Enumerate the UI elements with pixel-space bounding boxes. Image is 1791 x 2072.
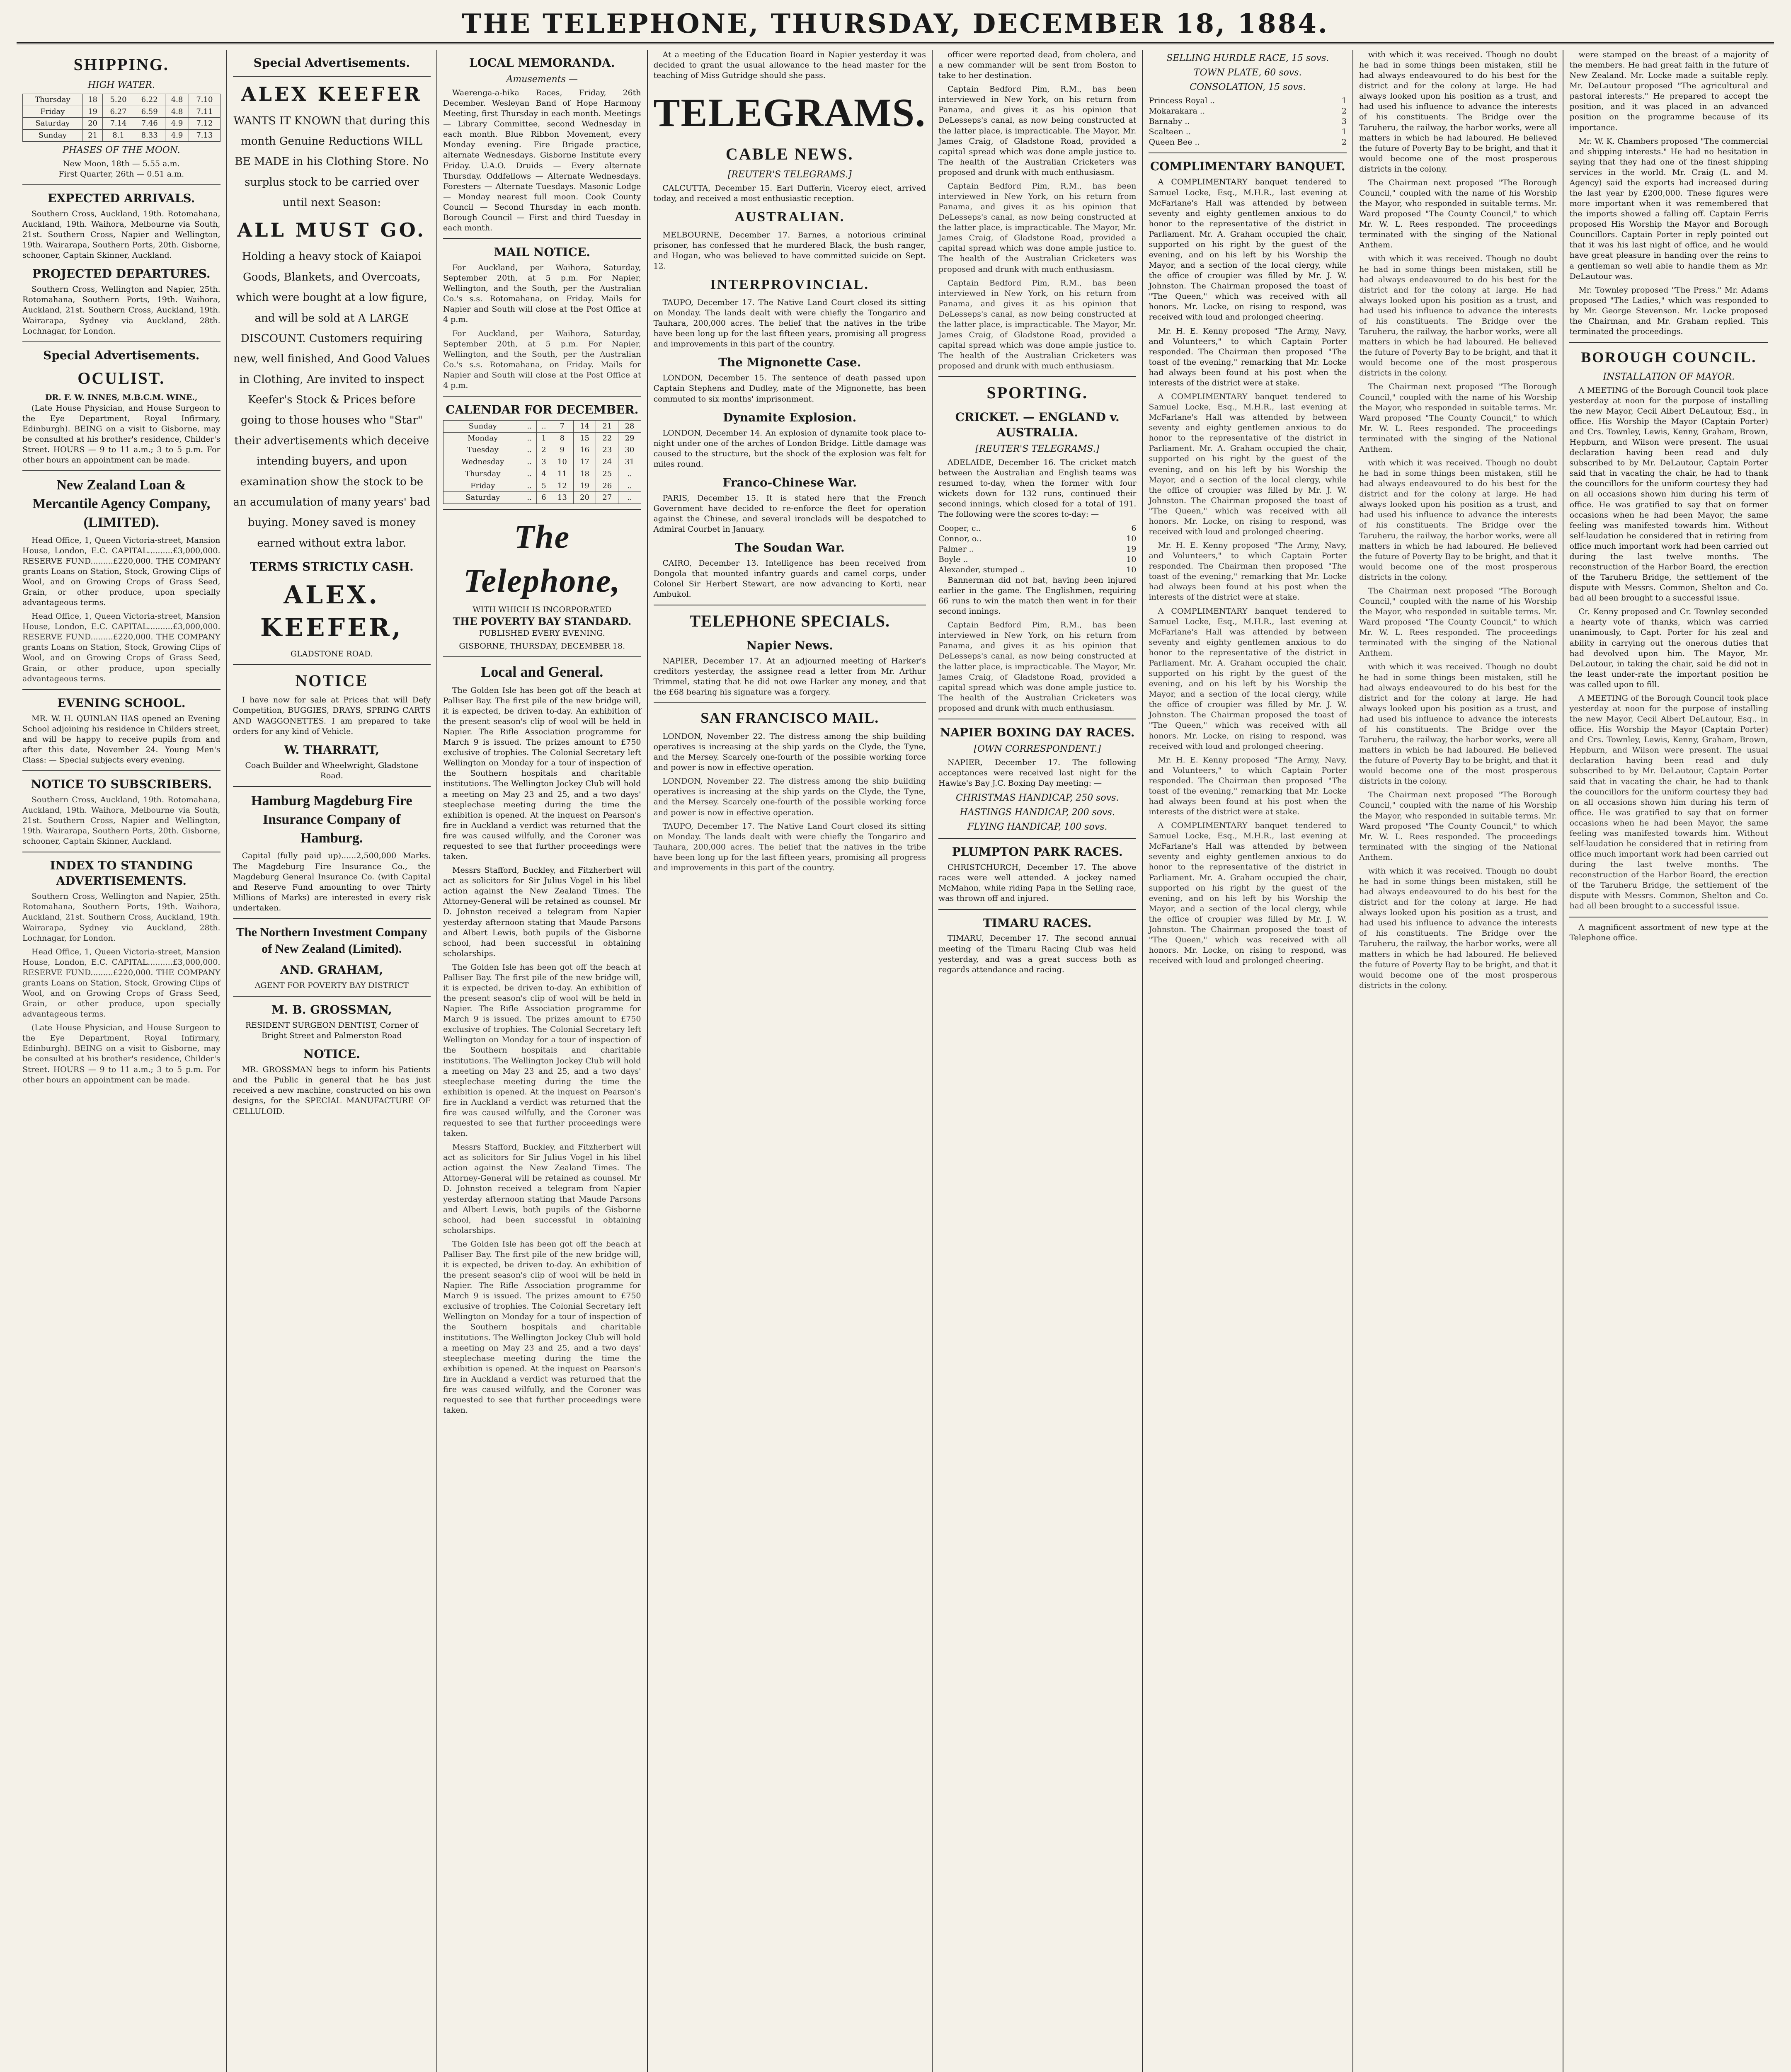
col7-body-3: with which it was received. Though no doubt he had in some things been mistaken, still he had always endeavoured to do his best for the district and for the colony at large. He had always looked upon his position as a trust, and had used his influence to advance the interests of his constituents. The Bridge over the Taruheru, the railway, the harbor works, were all matters in which he had laboured. He believed the future of Poverty Bay to be bright, and that it would become one of the most prosperous districts in the colony. xyxy=(1359,254,1557,378)
calendar-cell: 30 xyxy=(618,444,641,456)
list-item xyxy=(1149,116,1347,127)
borough-text-3: A MEETING of the Borough Council took place yesterday at noon for the purpose of installing the new Mayor, Cecil Albert DeLautour, Esq., in office. His Worship the Mayor (Captain Porter) and Crs. Townley, Lewis, Kenny, Graham, Brown, Hepburn, and Wilson were present. The usual declaration having been read and duly subscribed to by Mr. DeLautour, Captain Porter said that in vacating the chair, he had to thank the councillors for the uniform courtesy they had on all occasions shown him during his term of office. He was gratified to say that on former occasions when he had been Mayor, the same feeling was manifested towards him. Without self-laudation he considered that in retiring from office much important work had been carried out during the last twelve months. The reconstruction of the Harbor Board, the erection of the Taruheru Bridge, the settlement of the dispute with Messrs. Common, Shelton and Co. had all been brought to a successful issue. xyxy=(1569,693,1768,911)
timaru-text: TIMARU, December 17. The second annual meeting of the Timaru Racing Club was held yesterday, and was a great success both as regards attendance and racing. xyxy=(938,934,1137,974)
napier-news-heading: Napier News. xyxy=(746,639,833,653)
col8-body: Mr. W. K. Chambers proposed "The commercial and shipping interests." He had no hesitation in saying that they had one of the finest shipping services in the world. Mr. Craig (L. and M. Agency) said the exports had increased during the last year by £200,000. These figures were more important when it was remembered that the imports showed a falling off. Captain Ferris proposed His Worship the Mayor and Borough Councillors. Captain Porter in reply pointed out that it was his last night of office, and he would have great pleasure in handing over the reins to a gentleman so well able to handle them as Mr. DeLautour was. xyxy=(1569,136,1768,281)
sanfran-text-3: TAUPO, December 17. The Native Land Court closed its sitting on Monday. The lands dealt with were chiefly the Tongariro and Tauhara, 200,000 acres. The belief that the natives in the tribe have been long up for the last fifteen years, promising all progress and improvements in this part of the country. xyxy=(653,821,926,872)
race-results xyxy=(1149,96,1347,148)
tide-cell: 21 xyxy=(82,130,103,142)
list-item-name: Alexander, stumped .. xyxy=(938,565,1025,574)
tide-cell: 19 xyxy=(82,106,103,118)
list-item xyxy=(938,534,1137,544)
index-heading: INDEX TO STANDING ADVERTISEMENTS. xyxy=(50,859,193,888)
tide-cell: 4.9 xyxy=(165,130,189,142)
tide-cell: 7.46 xyxy=(134,118,165,130)
calendar-cell: 8 xyxy=(551,432,573,444)
col7-body-8: The Chairman next proposed "The Borough Council," coupled with the name of his Worship the Mayor, who responded in suitable terms. Mr. Ward proposed "The County Council," to which Mr. W. L. Rees responded. The proceedings terminated with the singing of the National Anthem. xyxy=(1359,790,1557,862)
tide-cell: Friday xyxy=(23,106,83,118)
cricket-heading: CRICKET. — ENGLAND v. AUSTRALIA. xyxy=(955,410,1120,440)
local-general-text: The Golden Isle has been got off the beach at Palliser Bay. The first pile of the new bridge will, it is expected, be driven to-day. An exhibition of the present season's clip of wool will be held in Napier. The Rifle Association programme for March 9 is issued. The prizes amount to £750 exclusive of trophies. The Colonial Secretary left Wellington on Monday for a tour of inspection of the Southern hospitals and charitable institutions. The Wellington Jockey Club will hold a meeting on May 23 and 25, and a two days' steeplechase meeting during the time the exhibition is opened. At the inquest on Pearson's fire in Auckland a verdict was returned that the fire was caused wilfully, and the Coroner was requested to see that further proceedings were taken. xyxy=(443,685,641,862)
calendar-cell: Thursday xyxy=(444,468,522,480)
calendar-cell: 16 xyxy=(573,444,596,456)
calendar-cell: 22 xyxy=(596,432,618,444)
type-footer: A magnificent assortment of new type at the Telephone office. xyxy=(1569,922,1768,942)
calendar-cell: Saturday xyxy=(444,492,522,504)
date-line: GISBORNE, THURSDAY, DECEMBER 18. xyxy=(459,641,625,651)
tide-cell: 8.1 xyxy=(103,130,134,142)
col7-body-5: with which it was received. Though no doubt he had in some things been mistaken, still he had always endeavoured to do his best for the district and for the colony at large. He had always looked upon his position as a trust, and had used his influence to advance the interests of his constituents. The Bridge over the Taruheru, the railway, the harbor works, were all matters in which he had laboured. He believed the future of Poverty Bay to be bright, and that it would become one of the most prosperous districts in the colony. xyxy=(1359,458,1557,582)
loan-heading: New Zealand Loan & Mercantile Agency Company, (LIMITED). xyxy=(32,477,211,530)
calendar-cell: 9 xyxy=(551,444,573,456)
notice-heading-2: NOTICE. xyxy=(303,1047,360,1061)
timaru-heading: TIMARU RACES. xyxy=(983,916,1092,930)
list-item-name: Mokarakara .. xyxy=(1149,107,1205,116)
col7-body: with which it was received. Though no doubt he had in some things been mistaken, still he had always endeavoured to do his best for the district and for the colony at large. He had always looked upon his position as a trust, and had used his influence to advance the interests of his constituents. The Bridge over the Taruheru, the railway, the harbor works, were all matters in which he had laboured. He believed the future of Poverty Bay to be bright, and that it would become one of the most prosperous districts in the colony. xyxy=(1359,50,1557,174)
subscribers-text: Southern Cross, Auckland, 19th. Rotomahana, Auckland, 19th. Waihora, Melbourne via South, 21st. Southern Cross, Napier and Wellington, 19th. Wairarapa, Southern Ports, 20th. Gisborne, schooner, Captain Skinner, Auckland. xyxy=(22,795,221,846)
boxing-text: NAPIER, December 17. The following acceptances were received last night for the Hawke's Bay J.C. Boxing Day meeting: — xyxy=(938,758,1137,788)
terms-heading: TERMS STRICTLY CASH. xyxy=(250,560,414,574)
with-which: WITH WHICH IS INCORPORATED xyxy=(473,605,612,615)
evening-school-heading: EVENING SCHOOL. xyxy=(57,696,186,710)
calendar-cell: .. xyxy=(522,432,537,444)
hamburg-heading: Hamburg Magdeburg Fire Insurance Company of Hamburg. xyxy=(251,793,412,846)
tide-cell: 6.22 xyxy=(134,94,165,106)
tharratt-heading: W. THARRATT, xyxy=(284,743,380,757)
sanfran-text: LONDON, November 22. The distress among the ship building operatives is increasing at the ship yards on the Clyde, the Tyne, and the Mersey. Scarcely one-fourth of the possible working force and power is now in effective operation. xyxy=(653,731,926,772)
calendar-cell: 11 xyxy=(551,468,573,480)
calendar-cell: 15 xyxy=(573,432,596,444)
column-8 xyxy=(1563,50,1774,2072)
col5-body-3: Captain Bedford Pim, R.M., has been interviewed in New York, on his return from Panama, and gives it as his opinion that DeLesseps's canal, as now being constructed at the latter place, is impracticable. The Mayor, Mr. James Craig, of Gladstone Road, provided a capital spread which was done ample justice to. The health of the Australian Cricketers was proposed and drunk with much enthusiasm. xyxy=(938,278,1137,371)
calendar-cell: 13 xyxy=(551,492,573,504)
calendar-cell: 20 xyxy=(573,492,596,504)
local-general-text-4: Messrs Stafford, Buckley, and Fitzherbert will act as solicitors for Sir Julius Vogel in his libel action against the New Zealand Times. The Attorney-General will be retained as counsel. Mr D. Johnston received a telegram from Napier yesterday afternoon stating that Maude Parsons and Albert Lewis, both pupils of the Gisborne school, had been successful in obtaining scholarships. xyxy=(443,1143,641,1235)
calendar-cell: Friday xyxy=(444,480,522,492)
published-line: PUBLISHED EVERY EVENING. xyxy=(479,629,605,638)
calendar-cell: 4 xyxy=(537,468,551,480)
moon-line-1: New Moon, 18th — 5.55 a.m. xyxy=(63,159,180,168)
calendar-cell: 18 xyxy=(573,468,596,480)
calendar-cell: 2 xyxy=(537,444,551,456)
list-item-value: 19 xyxy=(1126,544,1137,554)
calendar-cell: .. xyxy=(522,420,537,432)
calendar-cell: Sunday xyxy=(444,420,522,432)
col7-body-7: with which it was received. Though no doubt he had in some things been mistaken, still he had always endeavoured to do his best for the district and for the colony at large. He had always looked upon his position as a trust, and had used his influence to advance the interests of his constituents. The Bridge over the Taruheru, the railway, the harbor works, were all matters in which he had laboured. He believed the future of Poverty Bay to be bright, and that it would become one of the most prosperous districts in the colony. xyxy=(1359,662,1557,786)
calendar-cell: .. xyxy=(618,492,641,504)
list-item-name: Princess Royal .. xyxy=(1149,96,1215,106)
interprovincial-text: TAUPO, December 17. The Native Land Court closed its sitting on Monday. The lands dealt with were chiefly the Tongariro and Tauhara, 200,000 acres. The belief that the natives in the tribe have been long up for the last fifteen years, promising all progress and improvements in this part of the country. xyxy=(653,298,926,349)
own-correspondent: [OWN CORRESPONDENT.] xyxy=(974,743,1101,754)
banquet-text-7: A COMPLIMENTARY banquet tendered to Samuel Locke, Esq., M.H.R., last evening at McFarlane's Hall was attended by between seventy and eighty gentlemen anxious to do honor to the representative of the district in Parliament. Mr. A. Graham occupied the chair, supported on his right by the guest of the evening, and on his left by his Worship the Mayor, and a section of the local clergy, while the office of croupier was filled by Mr. J. W. Johnston. The Chairman proposed the toast of "The Queen," which was received with all honors. Mr. Locke, on rising to respond, was received with loud and prolonged cheering. xyxy=(1149,821,1347,966)
calendar-row xyxy=(444,456,641,468)
calendar-cell: 1 xyxy=(537,432,551,444)
col5-body-2: Captain Bedford Pim, R.M., has been interviewed in New York, on his return from Panama, and gives it as his opinion that DeLesseps's canal, as now being constructed at the latter place, is impracticable. The Mayor, Mr. James Craig, of Gladstone Road, provided a capital spread which was done ample justice to. The health of the Australian Cricketers was proposed and drunk with much enthusiasm. xyxy=(938,181,1137,274)
specials-heading: TELEPHONE SPECIALS. xyxy=(689,612,890,631)
arrivals-text: Southern Cross, Auckland, 19th. Rotomahana, Auckland, 19th. Waihora, Melbourne via South, 21st. Southern Cross, Napier and Wellington, 19th. Wairarapa, Southern Ports, 20th. Gisborne, schooner, Captain Skinner, Auckland. xyxy=(22,209,221,260)
calendar-cell: .. xyxy=(618,468,641,480)
local-general-text-3: The Golden Isle has been got off the beach at Palliser Bay. The first pile of the new bridge will, it is expected, be driven to-day. An exhibition of the present season's clip of wool will be held in Napier. The Rifle Association programme for March 9 is issued. The prizes amount to £750 exclusive of trophies. The Colonial Secretary left Wellington on Monday for a tour of inspection of the Southern hospitals and charitable institutions. The Wellington Jockey Club will hold a meeting on May 23 and 25, and a two days' steeplechase meeting during the time the exhibition is opened. At the inquest on Pearson's fire in Auckland a verdict was returned that the fire was caused wilfully, and the Coroner was requested to see that further proceedings were taken. xyxy=(443,962,641,1138)
calendar-cell: 31 xyxy=(618,456,641,468)
calendar-cell: 3 xyxy=(537,456,551,468)
col7-body-6: The Chairman next proposed "The Borough Council," coupled with the name of his Worship the Mayor, who responded in suitable terms. Mr. Ward proposed "The County Council," to which Mr. W. L. Rees responded. The proceedings terminated with the singing of the National Anthem. xyxy=(1359,586,1557,658)
tide-cell: 5.20 xyxy=(103,94,134,106)
sanfran-text-2: LONDON, November 22. The distress among the ship building operatives is increasing at the ship yards on the Clyde, the Tyne, and the Mersey. Scarcely one-fourth of the possible working force and power is now in effective operation. xyxy=(653,777,926,817)
plumpton-text: CHRISTCHURCH, December 17. The above races were well attended. A jockey named McMahon, while riding Papa in the Selling race, was thrown off and injured. xyxy=(938,863,1137,903)
calendar-cell: 5 xyxy=(537,480,551,492)
calendar-heading: CALENDAR FOR DECEMBER. xyxy=(446,402,639,416)
tides-table xyxy=(22,94,221,142)
reuter-line: [REUTER'S TELEGRAMS.] xyxy=(727,169,852,180)
col7-body-9: with which it was received. Though no doubt he had in some things been mistaken, still he had always endeavoured to do his best for the district and for the colony at large. He had always looked upon his position as a trust, and had used his influence to advance the interests of his constituents. The Bridge over the Taruheru, the railway, the harbor works, were all matters in which he had laboured. He believed the future of Poverty Bay to be bright, and that it would become one of the most prosperous districts in the colony. xyxy=(1359,866,1557,990)
calendar-row xyxy=(444,492,641,504)
gladstone-road: GLADSTONE ROAD. xyxy=(290,649,373,658)
tide-cell: 4.8 xyxy=(165,94,189,106)
calendar-cell: Monday xyxy=(444,432,522,444)
list-item xyxy=(938,554,1137,565)
list-item xyxy=(1149,127,1347,137)
calendar-cell: 24 xyxy=(596,456,618,468)
calendar-cell: 19 xyxy=(573,480,596,492)
banquet-text-6: Mr. H. E. Kenny proposed "The Army, Navy, and Volunteers," to which Captain Porter responded. The Chairman then proposed "The toast of the evening," remarking that Mr. Locke had always been found at his post when the interests of the district were at stake. xyxy=(1149,755,1347,817)
local-general-heading: Local and General. xyxy=(481,663,603,680)
cricket-text-2: Bannerman did not bat, having been injured earlier in the game. The Englishmen, requiring 66 runs to win the match then went in for their second innings. xyxy=(938,575,1137,616)
calendar-cell: .. xyxy=(537,420,551,432)
calendar-cell: 29 xyxy=(618,432,641,444)
calendar-cell: 28 xyxy=(618,420,641,432)
tide-cell: Saturday xyxy=(23,118,83,130)
special-ads-heading-2: Special Advertisements. xyxy=(253,56,410,70)
calendar-table xyxy=(443,420,641,504)
cable-news-heading: CABLE NEWS. xyxy=(725,144,854,163)
list-item-value: 2 xyxy=(1341,107,1347,116)
notice-text: I have now for sale at Prices that will Defy Competition, BUGGIES, DRAYS, SPRING CARTS AND WAGGONETTES. I am prepared to take orders for any kind of Vehicle. xyxy=(233,695,431,736)
loan-text-repeat: Head Office, 1, Queen Victoria-street, Mansion House, London, E.C. CAPITAL..........£3,000,000. RESERVE FUND.........£220,000. THE COMPANY grants Loans on Station, Stock, Growing Clips of Wool, and on Growing Crops of Grass Seed, Grain, or other produce, upon specially advantageous terms. xyxy=(22,612,221,683)
tide-cell: 4.8 xyxy=(165,106,189,118)
napier-boxing-heading: NAPIER BOXING DAY RACES. xyxy=(940,725,1135,739)
list-item xyxy=(1149,106,1347,116)
tide-row xyxy=(23,118,221,130)
calendar-cell: Tuesday xyxy=(444,444,522,456)
index-text-3: (Late House Physician, and House Surgeon to the Eye Department, Royal Infirmary, Edinburgh). BEING on a visit to Gisborne, may be consulted at his brother's residence, Childer's Street. HOURS — 9 to 11 a.m.; 3 to 5 p.m. For other hours an appointment can be made. xyxy=(22,1023,221,1084)
local-general-text-2: Messrs Stafford, Buckley, and Fitzherbert will act as solicitors for Sir Julius Vogel in his libel action against the New Zealand Times. The Attorney-General will be retained as counsel. Mr D. Johnston received a telegram from Napier yesterday afternoon stating that Maude Parsons and Albert Lewis, both pupils of the Gisborne school, had been successful in obtaining scholarships. xyxy=(443,866,641,958)
col5-body: Captain Bedford Pim, R.M., has been interviewed in New York, on his return from Panama, and gives it as his opinion that DeLesseps's canal, as now being constructed at the latter place, is impracticable. The Mayor, Mr. James Craig, of Gladstone Road, provided a capital spread which was done ample justice to. The health of the Australian Cricketers was proposed and drunk with much enthusiasm. xyxy=(938,85,1137,177)
mignonette-text: LONDON, December 15. The sentence of death passed upon Captain Stephens and Dudley, mate of the Mignonette, has been commuted to six months' imprisonment. xyxy=(653,373,926,404)
loan-text: Head Office, 1, Queen Victoria-street, Mansion House, London, E.C. CAPITAL..........£3,000,000. RESERVE FUND.........£220,000. THE COMPANY grants Loans on Station, Stock, Growing Clips of Wool, and on Growing Crops of Grass Seed, Grain, or other produce, upon specially advantageous terms. xyxy=(22,535,221,608)
tide-cell: 7.12 xyxy=(189,118,220,130)
mail-notice-text-2: For Auckland, per Waihora, Saturday, September 20th, at 5 p.m. For Napier, Wellington, and the South, per the Australian Co.'s s.s. Rotomahana, on Friday. Mails for Napier and South will close at the Post Office at 4 p.m. xyxy=(443,329,641,390)
northern-heading: The Northern Investment Company of New Zealand (Limited). xyxy=(236,925,427,956)
grossman-sub: RESIDENT SURGEON DENTIST, Corner of Bright Street and Palmerston Road xyxy=(245,1021,418,1041)
calendar-cell: 21 xyxy=(596,420,618,432)
columns xyxy=(17,50,1774,2072)
soudan-text: CAIRO, December 13. Intelligence has been received from Dongola that mounted infantry guards and camel corps, under Colonel Sir Herbert Stewart, are now advancing to Korti, near Ambukol. xyxy=(653,559,926,599)
tide-cell: 7.14 xyxy=(103,118,134,130)
cricket-text: ADELAIDE, December 16. The cricket match between the Australian and English teams was resumed to-day, when the former with four wickets down for 132 runs, continued their second innings, which closed for a total of 191. The following were the scores to-day: — xyxy=(938,458,1137,519)
local-memoranda-heading: LOCAL MEMORANDA. xyxy=(469,56,615,70)
tide-row xyxy=(23,130,221,142)
cricket-text-3: Captain Bedford Pim, R.M., has been interviewed in New York, on his return from Panama, and gives it as his opinion that DeLesseps's canal, as now being constructed at the latter place, is impracticable. The Mayor, Mr. James Craig, of Gladstone Road, provided a capital spread which was done ample justice to. The health of the Australian Cricketers was proposed and drunk with much enthusiasm. xyxy=(938,620,1137,713)
calendar-row xyxy=(444,420,641,432)
arrivals-heading: EXPECTED ARRIVALS. xyxy=(48,191,195,206)
list-item-name: Palmer .. xyxy=(938,544,974,554)
calendar-cell: 17 xyxy=(573,456,596,468)
amusements-heading: Amusements — xyxy=(506,74,578,85)
list-item-name: Barnaby .. xyxy=(1149,117,1190,126)
oculist-name: DR. F. W. INNES, M.B.C.M. WINE., xyxy=(45,393,198,402)
tide-row xyxy=(23,106,221,118)
list-item-name: Queen Bee .. xyxy=(1149,138,1200,147)
list-item-name: Boyle .. xyxy=(938,554,968,564)
napier-news-text: NAPIER, December 17. At an adjourned meeting of Harker's creditors yesterday, the assignee read a letter from Mr. Arthur Trimmel, stating that he did not owe Harker any money, and that the £68 bearing his signature was a forgery. xyxy=(653,656,926,697)
tide-cell: 4.9 xyxy=(165,118,189,130)
col7-body-4: The Chairman next proposed "The Borough Council," coupled with the name of his Worship the Mayor, who responded in suitable terms. Mr. Ward proposed "The County Council," to which Mr. W. L. Rees responded. The proceedings terminated with the singing of the National Anthem. xyxy=(1359,382,1557,454)
moon-heading: PHASES OF THE MOON. xyxy=(62,145,180,155)
list-item xyxy=(938,544,1137,554)
mignonette-heading: The Mignonette Case. xyxy=(718,356,861,370)
graham-heading: AND. GRAHAM, xyxy=(280,963,383,977)
graham-sub: AGENT FOR POVERTY BAY DISTRICT xyxy=(254,981,409,990)
sanfran-heading: SAN FRANCISCO MAIL. xyxy=(700,709,879,726)
tide-cell: 6.27 xyxy=(103,106,134,118)
calendar-cell: .. xyxy=(522,480,537,492)
interprovincial-heading: INTERPROVINCIAL. xyxy=(710,277,869,293)
grossman-text: MR. GROSSMAN begs to inform his Patients and the Public in general that he has just received a new machine, constructed on his own designs, for the SPECIAL MANUFACTURE OF CELLULOID. xyxy=(233,1065,431,1116)
memoranda-text: Waerenga-a-hika Races, Friday, 26th December. Wesleyan Band of Hope Harmony Meeting, first Thursday in each month. Meetings — Library Committee, second Wednesday in each month. Blue Ribbon Movement, every Monday evening. Fire Brigade practice, alternate Wednesdays. Gisborne Institute every Friday. U.A.O. Druids — Every alternate Thursday. Oddfellows — Alternate Wednesdays. Foresters — Alternate Tuesdays. Masonic Lodge — Monday nearest full moon. Cook County Council — Second Thursday in each month. Borough Council — First and third Tuesday in each month. xyxy=(443,88,641,232)
calendar-cell: 12 xyxy=(551,480,573,492)
list-item xyxy=(1149,96,1347,106)
list-item-value: 10 xyxy=(1126,565,1137,574)
calendar-cell: .. xyxy=(522,456,537,468)
oculist-heading: OCULIST. xyxy=(78,368,165,387)
australian-text: MELBOURNE, December 17. Barnes, a notorious criminal prisoner, has confessed that he murdered Black, the bush ranger, and Hogan, who was believed to have committed suicide on Sept. 12. xyxy=(653,230,926,271)
list-item-value: 1 xyxy=(1341,96,1347,106)
all-must-go-text: Holding a heavy stock of Kaiapoi Goods, Blankets, and Overcoats, which were bought at a low figure, and will be sold at A LARGE DISCOUNT. Customers requiring new, well finished, And Good Values in Clothing, Are invited to inspect Keefer's Stock & Prices before going to those houses who "Star" their advertisements which deceive intending buyers, and upon examination show the stock to be an accumulation of many years' bad buying. Money saved is money earned without extra labor. xyxy=(233,250,430,549)
calendar-cell: .. xyxy=(522,468,537,480)
col7-body-2: The Chairman next proposed "The Borough Council," coupled with the name of his Worship the Mayor, who responded in suitable terms. Mr. Ward proposed "The County Council," to which Mr. W. L. Rees responded. The proceedings terminated with the singing of the National Anthem. xyxy=(1359,178,1557,250)
australian-heading: AUSTRALIAN. xyxy=(734,209,845,225)
list-item-value: 10 xyxy=(1126,554,1137,564)
calendar-cell: Wednesday xyxy=(444,456,522,468)
tide-cell: 7.10 xyxy=(189,94,220,106)
banquet-text-4: Mr. H. E. Kenny proposed "The Army, Navy, and Volunteers," to which Captain Porter responded. The Chairman then proposed "The toast of the evening," remarking that Mr. Locke had always been found at his post when the interests of the district were at stake. xyxy=(1149,541,1347,602)
column-1 xyxy=(17,50,227,2072)
cricket-scores xyxy=(938,523,1137,575)
calendar-cell: 10 xyxy=(551,456,573,468)
alex-keefer-signature: ALEX. KEEFER, xyxy=(260,581,403,643)
special-ads-heading: Special Advertisements. xyxy=(43,348,200,362)
tide-cell: Sunday xyxy=(23,130,83,142)
calendar-row xyxy=(444,444,641,456)
calendar-row xyxy=(444,468,641,480)
column-3 xyxy=(437,50,648,2072)
shipping-heading: SHIPPING. xyxy=(73,55,169,74)
evening-school-text: MR. W. H. QUINLAN HAS opened an Evening School adjoining his residence in Childers street, and will be happy to receive pupils from and after this date, November 24. Young Men's Class: — Special subjects every evening. xyxy=(22,714,221,765)
mail-notice-heading: MAIL NOTICE. xyxy=(494,245,591,259)
telegrams-heading: TELEGRAMS. xyxy=(653,90,926,135)
calendar-row xyxy=(444,432,641,444)
column-7 xyxy=(1353,50,1564,2072)
franco-text: PARIS, December 15. It is stated here that the French Government have decided to re-enforce the fleet for operation against the Chinese, and several ironclads will be despatched to Admiral Courbet in January. xyxy=(653,493,926,534)
list-item xyxy=(938,523,1137,534)
grossman-heading: M. B. GROSSMAN, xyxy=(271,1003,392,1017)
tide-cell: 7.13 xyxy=(189,130,220,142)
col8-toasts: Mr. Townley proposed "The Press." Mr. Adams proposed "The Ladies," which was responded to by Mr. George Stevenson. Mr. Locke proposed the Chairman, and Mr. Graham replied. This terminated the proceedings. xyxy=(1569,285,1768,336)
cholera-text: officer were reported dead, from cholera, and a new commander will be sent from Boston to take to her destination. xyxy=(938,50,1137,80)
local-general-text-5: The Golden Isle has been got off the beach at Palliser Bay. The first pile of the new bridge will, it is expected, be driven to-day. An exhibition of the present season's clip of wool will be held in Napier. The Rifle Association programme for March 9 is issued. The prizes amount to £750 exclusive of trophies. The Colonial Secretary left Wellington on Monday for a tour of inspection of the Southern hospitals and charitable institutions. The Wellington Jockey Club will hold a meeting on May 23 and 25, and a two days' steeplechase meeting during the time the exhibition is opened. At the inquest on Pearson's fire in Auckland a verdict was returned that the fire was caused wilfully, and the Coroner was requested to see that further proceedings were taken. xyxy=(443,1239,641,1415)
notice-heading: NOTICE xyxy=(295,671,368,690)
banquet-text-3: A COMPLIMENTARY banquet tendered to Samuel Locke, Esq., M.H.R., last evening at McFarlane's Hall was attended by between seventy and eighty gentlemen anxious to do honor to the representative of the district in Parliament. Mr. A. Graham occupied the chair, supported on his right by the guest of the evening, and on his left by his Worship the Mayor, and a section of the local clergy, while the office of croupier was filled by Mr. J. W. Johnston. The Chairman proposed the toast of "The Queen," which was received with all honors. Mr. Locke, on rising to respond, was received with loud and prolonged cheering. xyxy=(1149,392,1347,537)
calendar-cell: .. xyxy=(522,444,537,456)
high-water-heading: HIGH WATER. xyxy=(87,80,155,90)
soudan-heading: The Soudan War. xyxy=(734,541,845,555)
list-item-name: Scalteen .. xyxy=(1149,127,1191,137)
standard-line: THE POVERTY BAY STANDARD. xyxy=(453,615,632,628)
departures-text: Southern Cross, Wellington and Napier, 25th. Rotomahana, Southern Ports, 19th. Waihora, Auckland, 21st. Southern Cross, Auckland, 19th. Wairarapa, Sydney via Auckland, 28th. Lochnagar, for London. xyxy=(22,285,221,336)
list-item-value: 10 xyxy=(1126,534,1137,543)
list-item-value: 1 xyxy=(1341,127,1347,137)
tide-cell: 20 xyxy=(82,118,103,130)
notice-subscribers-heading: NOTICE TO SUBSCRIBERS. xyxy=(31,777,212,792)
tide-cell: 8.33 xyxy=(134,130,165,142)
list-item-value: 3 xyxy=(1341,117,1347,126)
banquet-text-5: A COMPLIMENTARY banquet tendered to Samuel Locke, Esq., M.H.R., last evening at McFarlane's Hall was attended by between seventy and eighty gentlemen anxious to do honor to the representative of the district in Parliament. Mr. A. Graham occupied the chair, supported on his right by the guest of the evening, and on his left by his Worship the Mayor, and a section of the local clergy, while the office of croupier was filled by Mr. J. W. Johnston. The Chairman proposed the toast of "The Queen," which was received with all honors. Mr. Locke, on rising to respond, was received with loud and prolonged cheering. xyxy=(1149,606,1347,751)
alex-keefer-text: WANTS IT KNOWN that during this month Genuine Reductions WILL BE MADE in his Clothing Store. No surplus stock to be carried over until next Season: xyxy=(233,114,430,209)
installation-heading: INSTALLATION OF MAYOR. xyxy=(1603,371,1735,382)
index-text: Southern Cross, Wellington and Napier, 25th. Rotomahana, Southern Ports, 19th. Waihora, Auckland, 21st. Southern Cross, Auckland, 19th. Wairarapa, Sydney via Auckland, 28th. Lochnagar, for London. xyxy=(22,892,221,943)
cricket-sub: [REUTER'S TELEGRAMS.] xyxy=(975,444,1100,455)
calendar-cell: .. xyxy=(618,480,641,492)
banquet-heading: COMPLIMENTARY BANQUET. xyxy=(1150,160,1345,174)
franco-heading: Franco-Chinese War. xyxy=(722,475,857,489)
list-item xyxy=(1149,137,1347,148)
calendar-cell: 23 xyxy=(596,444,618,456)
col8-intro: were stamped on the breast of a majority of the members. He had great faith in the future of New Zealand. Mr. Locke made a suitable reply. Mr. DeLautour proposed "The agricultural and pastoral interests." He prepared to accept the position, and it was placed in an advanced position on the programme because of its importance. xyxy=(1569,50,1768,132)
tide-row xyxy=(23,94,221,106)
town-plate: TOWN PLATE, 60 sovs. xyxy=(1193,68,1302,78)
sporting-heading: SPORTING. xyxy=(986,383,1088,402)
list-item xyxy=(938,565,1137,575)
plumpton-heading: PLUMPTON PARK RACES. xyxy=(952,845,1123,859)
alex-keefer-heading: ALEX KEEFER xyxy=(241,82,422,105)
flying-handicap: FLYING HANDICAP, 100 sovs. xyxy=(967,822,1108,833)
selling-hurdle: SELLING HURDLE RACE, 15 sovs. xyxy=(1166,53,1329,63)
list-item-value: 2 xyxy=(1341,138,1347,147)
hastings-handicap: HASTINGS HANDICAP, 200 sovs. xyxy=(960,807,1115,818)
tide-cell: 6.59 xyxy=(134,106,165,118)
column-5 xyxy=(933,50,1143,2072)
calendar-cell: 7 xyxy=(551,420,573,432)
consolation: CONSOLATION, 15 sovs. xyxy=(1190,82,1306,93)
calendar-cell: 26 xyxy=(596,480,618,492)
calendar-cell: 27 xyxy=(596,492,618,504)
masthead: THE TELEPHONE, THURSDAY, DECEMBER 18, 1884. xyxy=(17,5,1774,44)
dynamite-text: LONDON, December 14. An explosion of dynamite took place to-night under one of the arches of London Bridge. Little damage was caused to the structure, but the shock of the explosion was felt for miles round. xyxy=(653,428,926,469)
hamburg-text: Capital (fully paid up)......2,500,000 Marks. The Magdeburg Fire Insurance Co., the Magdeburg General Insurance Co. (with Capital and Reserve Fund amounting to over Thirty Millions of Marks) are interested in every risk undertaken. xyxy=(233,851,431,913)
banquet-text-2: Mr. H. E. Kenny proposed "The Army, Navy, and Volunteers," to which Captain Porter responded. The Chairman then proposed "The toast of the evening," remarking that Mr. Locke had always been found at his post when the interests of the district were at stake. xyxy=(1149,326,1347,387)
calendar-cell: 14 xyxy=(573,420,596,432)
tide-cell: Thursday xyxy=(23,94,83,106)
list-item-name: Cooper, c.. xyxy=(938,523,981,533)
list-item-value: 6 xyxy=(1131,523,1137,533)
column-4 xyxy=(648,50,933,2072)
borough-text: A MEETING of the Borough Council took place yesterday at noon for the purpose of installing the new Mayor, Cecil Albert DeLautour, Esq., in office. His Worship the Mayor (Captain Porter) and Crs. Townley, Lewis, Kenny, Graham, Brown, Hepburn, and Wilson were present. The usual declaration having been read and duly subscribed to by Mr. DeLautour, Captain Porter said that in vacating the chair, he had to thank the councillors for the uniform courtesy they had on all occasions shown him during his term of office. He was gratified to say that on former occasions when he had been Mayor, the same feeling was manifested towards him. Without self-laudation he considered that in retiring from office much important work had been carried out during the last twelve months. The reconstruction of the Harbor Board, the erection of the Taruheru Bridge, the settlement of the dispute with Messrs. Common, Shelton and Co. had all been brought to a successful issue. xyxy=(1569,385,1768,603)
calendar-cell: 25 xyxy=(596,468,618,480)
list-item-name: Connor, o.. xyxy=(938,534,982,543)
calendar-cell: .. xyxy=(522,492,537,504)
christmas-handicap: CHRISTMAS HANDICAP, 250 sovs. xyxy=(956,793,1119,804)
tide-cell: 7.11 xyxy=(189,106,220,118)
education-text: At a meeting of the Education Board in Napier yesterday it was decided to grant the usual allowance to the head master for the teaching of Miss Gutridge should she pass. xyxy=(653,50,926,80)
paper-title: The Telephone, xyxy=(463,519,621,599)
all-must-go-heading: ALL MUST GO. xyxy=(237,218,427,241)
column-2 xyxy=(227,50,438,2072)
oculist-text: (Late House Physician, and House Surgeon to the Eye Department, Royal Infirmary, Edinburgh). BEING on a visit to Gisborne, may be consulted at his brother's residence, Childer's Street. HOURS — 9 to 11 a.m.; 3 to 5 p.m. For other hours an appointment can be made. xyxy=(22,403,221,465)
column-6 xyxy=(1143,50,1353,2072)
borough-council-heading: BOROUGH COUNCIL. xyxy=(1581,349,1757,366)
dynamite-heading: Dynamite Explosion. xyxy=(723,410,857,424)
calendar-cell: 6 xyxy=(537,492,551,504)
mail-notice-text: For Auckland, per Waihora, Saturday, September 20th, at 5 p.m. For Napier, Wellington, and the South, per the Australian Co.'s s.s. Rotomahana, on Friday. Mails for Napier and South will close at the Post Office at 4 p.m. xyxy=(443,263,641,324)
departures-heading: PROJECTED DEPARTURES. xyxy=(32,267,211,281)
calcutta-text: CALCUTTA, December 15. Earl Dufferin, Viceroy elect, arrived today, and received a most enthusiastic reception. xyxy=(653,183,926,203)
tharratt-sub: Coach Builder and Wheelwright, Gladstone Road. xyxy=(245,760,419,780)
borough-text-2: Cr. Kenny proposed and Cr. Townley seconded a hearty vote of thanks, which was carried unanimously, to Capt. Porter for his zeal and ability in carrying out the onerous duties that had devolved upon him. The Mayor, Mr. DeLautour, in taking the chair, said he did not in the least under-rate the important position he was called upon to fill. xyxy=(1569,607,1768,689)
calendar-row xyxy=(444,480,641,492)
banquet-text: A COMPLIMENTARY banquet tendered to Samuel Locke, Esq., M.H.R., last evening at McFarlane's Hall was attended by between seventy and eighty gentlemen anxious to do honor to the representative of the district in Parliament. Mr. A. Graham occupied the chair, supported on his right by the guest of the evening, and on his left by his Worship the Mayor, and a section of the local clergy, while the office of croupier was filled by Mr. J. W. Johnston. The Chairman proposed the toast of "The Queen," which was received with all honors. Mr. Locke, on rising to respond, was received with loud and prolonged cheering. xyxy=(1149,177,1347,322)
index-text-2: Head Office, 1, Queen Victoria-street, Mansion House, London, E.C. CAPITAL..........£3,000,000. RESERVE FUND.........£220,000. THE COMPANY grants Loans on Station, Stock, Growing Clips of Wool, and on Growing Crops of Grass Seed, Grain, or other produce, upon specially advantageous terms. xyxy=(22,947,221,1019)
tide-cell: 18 xyxy=(82,94,103,106)
moon-line-2: First Quarter, 26th — 0.51 a.m. xyxy=(58,169,184,179)
